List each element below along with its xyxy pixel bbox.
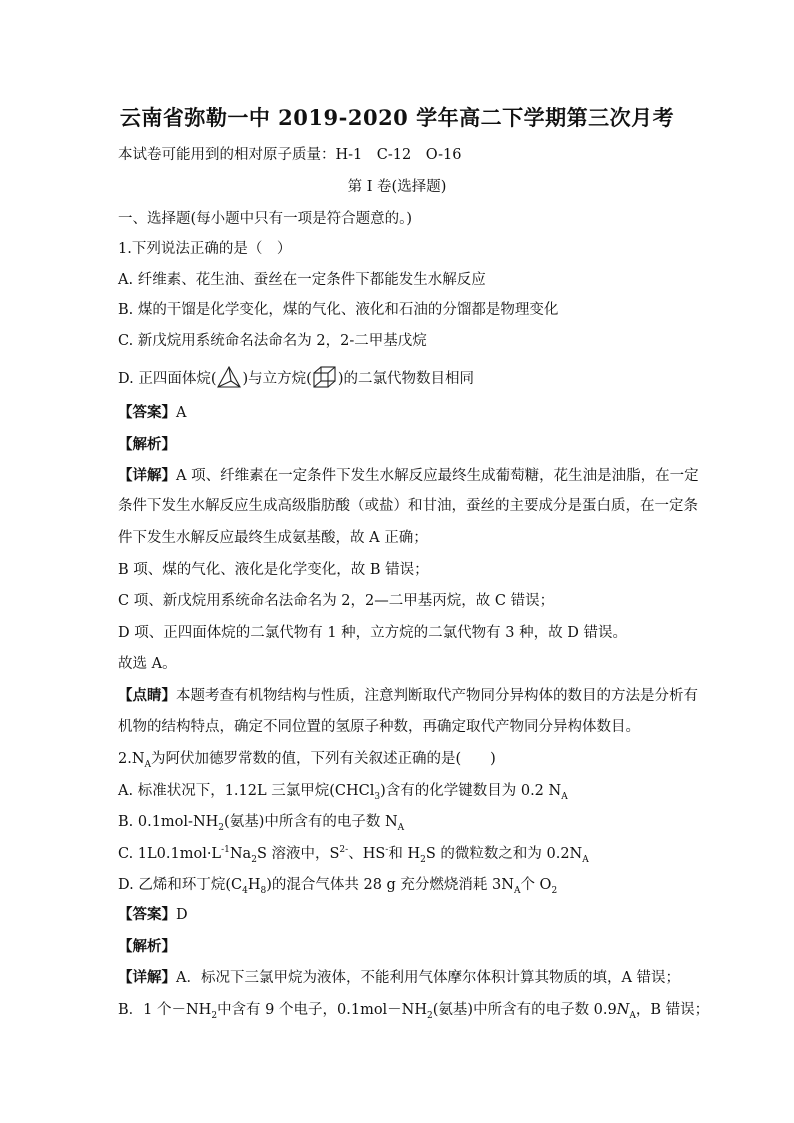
q2-c-sub2: 2 (420, 854, 426, 865)
q2-option-a (118, 782, 568, 800)
q2-stem-pre: 2.N (118, 751, 145, 767)
q2-answer-value: D (176, 907, 188, 923)
q1-analysis-tag: 【解析】 (118, 436, 176, 453)
q2-c-sup3: - (385, 845, 389, 856)
atomic-mass-note: 本试卷可能用到的相对原子质量：H-1 C-12 O-16 (118, 147, 462, 163)
q2-c-sup2: 2- (339, 845, 349, 856)
q1-option-d-prefix: D. 正四面体烷( (118, 371, 217, 387)
q2-a-pre: A. 标准状况下，1.12L 三氯甲烷(CHCl (118, 783, 375, 799)
q2-c-t3: 、HS (348, 846, 386, 862)
q2-a-mid: )含有的化学键数目为 0.2 N (380, 783, 562, 799)
q2-db-t1: 中含有 9 个电子，0.1mol－NH (217, 1002, 428, 1018)
q1-detail-line-2: 条件下发生水解反应生成高级脂肪酸（或盐）和甘油，蚕丝的主要成分是蛋白质，在一定条 (118, 498, 698, 514)
q2-a-sub2: A (561, 791, 568, 802)
q2-c-sub3: A (582, 854, 589, 865)
q2-option-c (118, 845, 589, 863)
q2-db-italic: N (616, 1002, 630, 1018)
q1-detail-tag: 【详解】 (118, 467, 176, 484)
q2-d-sub4: 2 (551, 885, 558, 896)
q2-db-t3: ，B 错误； (635, 1002, 710, 1018)
q2-db-sub3: A (629, 1010, 636, 1021)
q2-d-sub2: 8 (260, 885, 267, 896)
q2-db-sub1: 2 (211, 1010, 218, 1021)
q1-comment-line-1 (118, 687, 698, 705)
q1-detail-text-1: A 项、纤维素在一定条件下发生水解反应最终生成葡萄糖，花生油是油脂，在一定 (176, 468, 699, 484)
tetrahedrane-structure-icon (216, 365, 242, 389)
q1-option-d (118, 365, 474, 389)
q2-detail-a (118, 969, 680, 987)
q2-d-t3: 个 O (520, 877, 552, 893)
q2-d-sub1: 4 (242, 885, 248, 896)
q2-detail-a-text: A．标况下三氯甲烷为液体，不能利用气体摩尔体积计算其物质的填，A 错误； (176, 970, 681, 986)
q1-detail-b: B 项、煤的气化、液化是化学变化，故 B 错误； (118, 562, 429, 578)
q1-option-d-middle: )与立方烷( (242, 371, 312, 387)
q1-detail-c: C 项、新戊烷用系统命名法命名为 2，2—二甲基丙烷，故 C 错误； (118, 593, 555, 609)
q2-c-pre: C. 1L0.1mol·L (118, 846, 222, 862)
q1-answer-value: A (176, 405, 187, 421)
q2-c-t4: 和 H (388, 846, 421, 862)
q1-comment-tag: 【点睛】 (118, 687, 176, 704)
q1-answer-tag: 【答案】 (118, 404, 176, 421)
q2-detail-b (118, 1001, 709, 1019)
q1-option-a: A. 纤维素、花生油、蚕丝在一定条件下都能发生水解反应 (118, 272, 486, 288)
q2-stem-sub: A (144, 759, 152, 770)
q2-b-pre: B. 0.1mol-NH (118, 814, 219, 830)
section-heading: 第 I 卷(选择题) (347, 179, 447, 195)
q1-stem: 1.下列说法正确的是（ ） (118, 241, 292, 257)
q2-d-t1: H (247, 877, 261, 893)
q1-detail-line-1 (118, 467, 699, 485)
q1-answer (118, 404, 186, 422)
q2-answer (118, 906, 188, 924)
q2-b-sub2: A (397, 822, 405, 833)
q2-c-sup1: -1 (221, 845, 230, 856)
q1-comment-text-1: 本题考查有机物结构与性质，注意判断取代产物同分异构体的数目的方法是分析有 (176, 688, 698, 704)
q2-c-sub1: 2 (251, 854, 257, 865)
q2-d-sub3: A (513, 885, 521, 896)
q2-detail-tag: 【详解】 (118, 969, 176, 986)
q2-b-sub1: 2 (218, 822, 225, 833)
q1-detail-d: D 项、正四面体烷的二氯代物有 1 种，立方烷的二氯代物有 3 种，故 D 错误。 (118, 625, 627, 641)
q2-c-t1: Na (229, 846, 252, 862)
q2-option-d (118, 876, 557, 894)
q1-comment-line-2: 机物的结构特点，确定不同位置的氢原子种数，再确定取代产物同分异构体数目。 (118, 719, 640, 735)
q1-option-b: B. 煤的干馏是化学变化，煤的气化、液化和石油的分馏都是物理变化 (118, 302, 559, 318)
page-title: 云南省弥勒一中 2019-2020 学年高二下学期第三次月考 (119, 105, 675, 130)
q1-option-d-suffix: )的二氯代物数目相同 (337, 371, 474, 387)
q2-stem-post: 为阿伏加德罗常数的值，下列有关叙述正确的是( ) (151, 751, 496, 767)
q2-c-t5: S 的微粒数之和为 0.2N (425, 846, 583, 862)
q2-b-mid: (氨基)中所含有的电子数 N (224, 814, 398, 830)
q2-answer-tag: 【答案】 (118, 906, 176, 923)
part-heading: 一、选择题(每小题中只有一项是符合题意的。) (118, 211, 413, 227)
q2-stem (118, 750, 496, 768)
q2-db-pre: B．1 个－NH (118, 1002, 212, 1018)
q2-db-t2: (氨基)中所含有的电子数 0.9 (432, 1002, 617, 1018)
q2-c-t2: S 溶液中，S (256, 846, 340, 862)
q2-a-sub1: 3 (374, 791, 381, 802)
q2-d-pre: D. 乙烯和环丁烷(C (118, 877, 243, 893)
cubane-structure-icon (312, 365, 338, 389)
q1-detail-line-3: 件下发生水解反应最终生成氨基酸，故 A 正确； (118, 530, 428, 546)
q2-db-sub2: 2 (427, 1010, 433, 1021)
q1-option-c: C. 新戊烷用系统命名法命名为 2，2-二甲基戊烷 (118, 333, 427, 349)
q2-d-t2: )的混合气体共 28 g 充分燃烧消耗 3N (266, 877, 514, 893)
q2-option-b (118, 813, 404, 831)
q2-analysis-tag: 【解析】 (118, 938, 176, 955)
q1-conclusion: 故选 A。 (118, 656, 177, 672)
